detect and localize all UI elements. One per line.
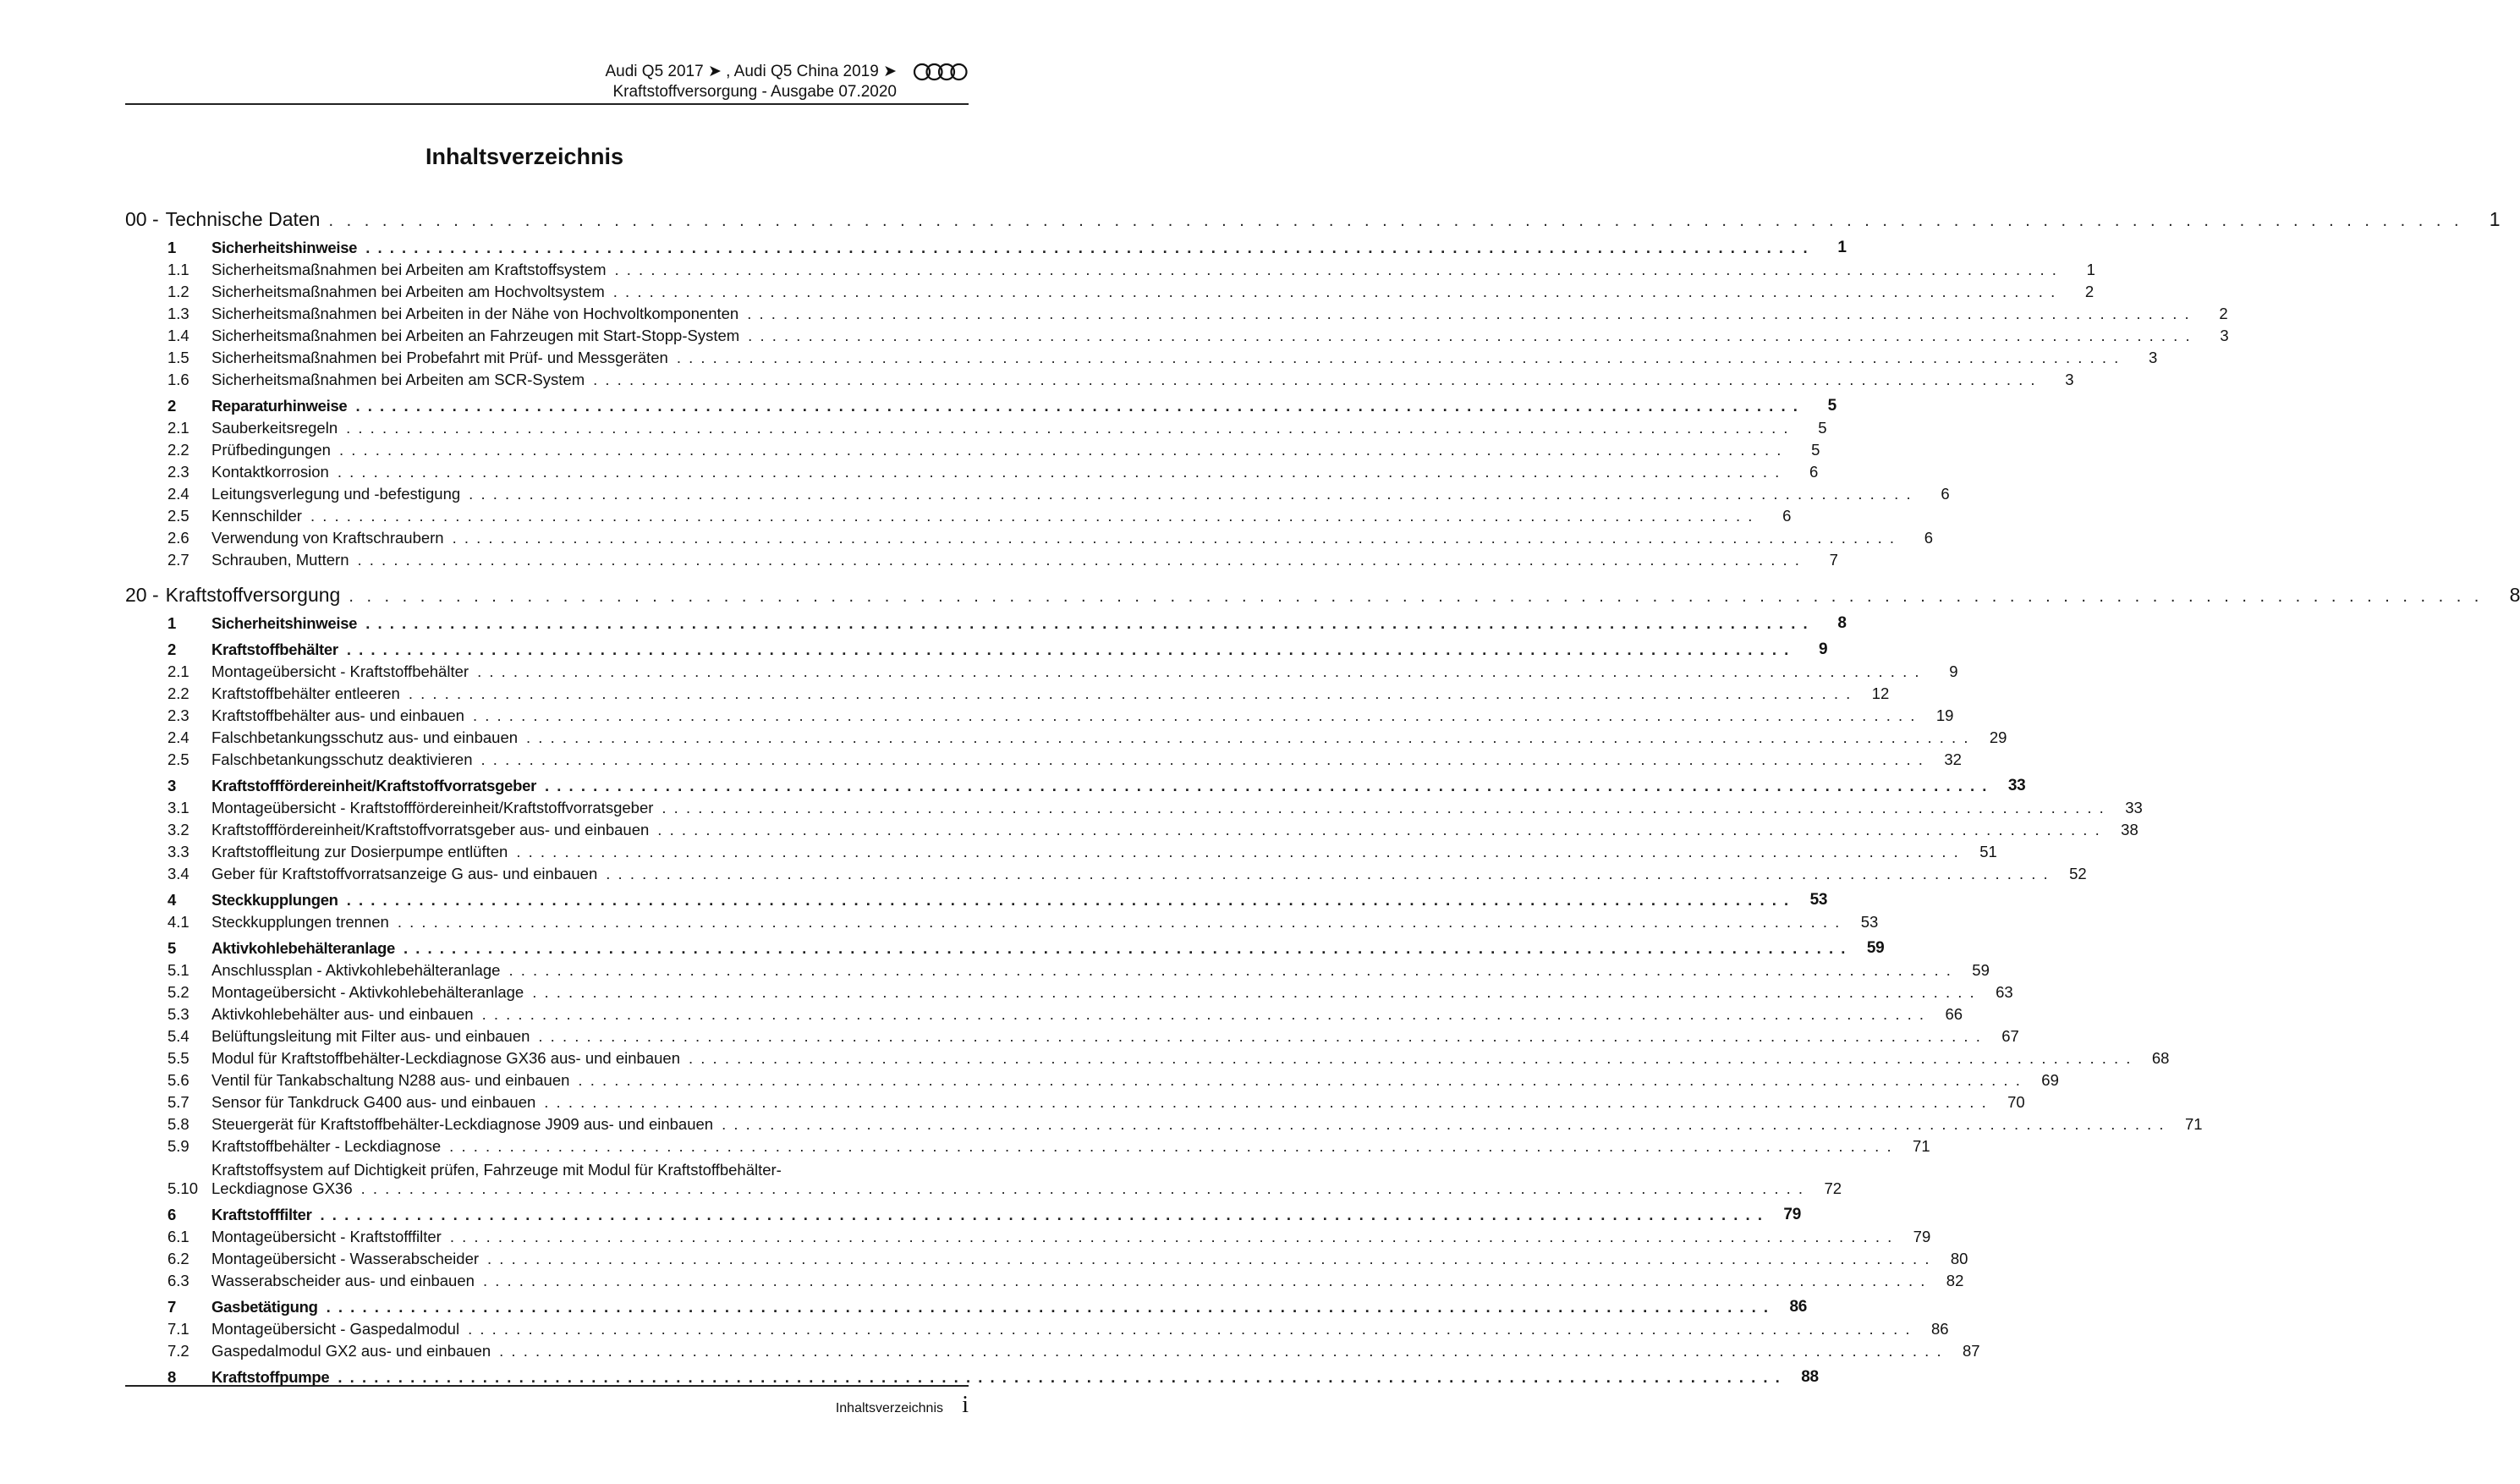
toc-leader-dots: . . . . . . . . . . . . . . . . . . . . . . . . . . . . . . . . . . . . . . . . . . . . . . . . . . . . . . . . . . . . . . . . . . . . . . . . . . . . . . . . . . . . . . . . . . . . . . . . . . . . . . . . . . . . . . . . . . . . . . . . [328, 212, 2463, 230]
toc-leader-dots: . . . . . . . . . . . . . . . . . . . . . . . . . . . . . . . . . . . . . . . . . . . . . . . . . . . . . . . . . . . . . . . . . . . . . . . . . . . . . . . . . . . . . . . . . . . . . . . . . . . . . . . . . . . . . . . . . . . . . . . . [676, 349, 2121, 366]
toc-entry-number: 6.3 [167, 1272, 189, 1289]
toc-section-entry[interactable] [125, 888, 1828, 910]
toc-subsection-entry[interactable] [125, 547, 1838, 569]
toc-entry-number: 1.1 [167, 261, 189, 278]
toc-entry-number: 5.2 [167, 983, 189, 1001]
toc-leader-dots: . . . . . . . . . . . . . . . . . . . . . . . . . . . . . . . . . . . . . . . . . . . . . . . . . . . . . . . . . . . . . . . . . . . . . . . . . . . . . . . . . . . . . . . . . . . . . . . . . . . . . . . . . . . . . . . . . . . . . . . . [338, 1368, 1782, 1386]
toc-entry-number: 5.5 [167, 1049, 189, 1067]
toc-leader-dots: . . . . . . . . . . . . . . . . . . . . . . . . . . . . . . . . . . . . . . . . . . . . . . . . . . . . . . . . . . . . . . . . . . . . . . . . . . . . . . . . . . . . . . . . . . . . . . . . . . . . . . . . . . . . . . . . . . . . . . . . [365, 239, 1809, 256]
toc-leader-dots: . . . . . . . . . . . . . . . . . . . . . . . . . . . . . . . . . . . . . . . . . . . . . . . . . . . . . . . . . . . . . . . . . . . . . . . . . . . . . . . . . . . . . . . . . . . . . . . . . . . . . . . . . . . . . . . . . . . . . . . . [593, 371, 2037, 388]
toc-entry-title: Sensor für Tankdruck G400 aus- und einbauen [211, 1093, 536, 1111]
toc-page-number: 68 [2151, 1049, 2170, 1067]
toc-leader-dots: . . . . . . . . . . . . . . . . . . . . . . . . . . . . . . . . . . . . . . . . . . . . . . . . . . . . . . . . . . . . . . . . . . . . . . . . . . . . . . . . . . . . . . . . . . . . . . . . . . . . . . . . . . . . . . . . . . . . . . . . [408, 684, 1853, 702]
toc-page-number: 33 [2007, 777, 2026, 794]
toc-leader-dots: . . . . . . . . . . . . . . . . . . . . . . . . . . . . . . . . . . . . . . . . . . . . . . . . . . . . . . . . . . . . . . . . . . . . . . . . . . . . . . . . . . . . . . . . . . . . . . . . . . . . . . . . . . . . . . . . . . . . . . . . [310, 507, 1754, 525]
toc-subsection-entry[interactable] [125, 861, 2087, 883]
toc-entry-number: 1.2 [167, 283, 189, 300]
toc-entry-title: Leitungsverlegung und -befestigung [211, 485, 461, 503]
header-vehicle-models: Audi Q5 2017 ➤ , Audi Q5 China 2019 ➤ [605, 63, 897, 80]
toc-leader-dots: . . . . . . . . . . . . . . . . . . . . . . . . . . . . . . . . . . . . . . . . . . . . . . . . . . . . . . . . . . . . . . . . . . . . . . . . . . . . . . . . . . . . . . . . . . . . . . . . . . . . . . . . . . . . . . . . . . . . . . . . [606, 865, 2050, 882]
toc-entry-title: Aktivkohlebehälter aus- und einbauen [211, 1005, 474, 1023]
toc-subsection-entry[interactable] [125, 301, 2228, 323]
toc-entry-title: Montageübersicht - Kraftstoffbehälter [211, 662, 469, 680]
toc-leader-dots: . . . . . . . . . . . . . . . . . . . . . . . . . . . . . . . . . . . . . . . . . . . . . . . . . . . . . . . . . . . . . . . . . . . . . . . . . . . . . . . . . . . . . . . . . . . . . . . . . . . . . . . . . . . . . . . . . . . . . . . . [662, 799, 2105, 816]
toc-page-number: 29 [1989, 728, 2007, 746]
toc-page-number: 5 [1827, 397, 1836, 415]
toc-page-number: 8 [2509, 584, 2520, 606]
toc-page-number: 6 [1782, 507, 1792, 525]
toc-page-number: 19 [1935, 706, 1954, 724]
toc-leader-dots: . . . . . . . . . . . . . . . . . . . . . . . . . . . . . . . . . . . . . . . . . . . . . . . . . . . . . . . . . . . . . . . . . . . . . . . . . . . . . . . . . . . . . . . . . . . . . . . . . . . . . . . . . . . . . . . . . . . . . . . . [360, 1179, 1805, 1197]
toc-page-number: 7 [1829, 551, 1838, 569]
toc-subsection-entry[interactable] [125, 345, 2158, 367]
toc-leader-dots: . . . . . . . . . . . . . . . . . . . . . . . . . . . . . . . . . . . . . . . . . . . . . . . . . . . . . . . . . . . . . . . . . . . . . . . . . . . . . . . . . . . . . . . . . . . . . . . . . . . . . . . . . . . . . . . . . . . . . . . . [508, 961, 1952, 979]
toc-entry-number: 5.7 [167, 1093, 189, 1111]
toc-entry-title: Kraftstofffilter [211, 1206, 312, 1223]
toc-subsection-entry[interactable] [125, 1090, 2025, 1112]
toc-section-entry[interactable] [125, 235, 1847, 257]
toc-leader-dots: . . . . . . . . . . . . . . . . . . . . . . . . . . . . . . . . . . . . . . . . . . . . . . . . . . . . . . . . . . . . . . . . . . . . . . . . . . . . . . . . . . . . . . . . . . . . . . . . . . . . . . . . . . . . . . . . . . . . . . . . [472, 706, 1917, 724]
toc-entry-number: 5.10 [167, 1179, 199, 1197]
toc-entry-number: 2.5 [167, 750, 189, 768]
toc-entry-number: 2 [167, 640, 176, 658]
toc-entry-title: Falschbetankungsschutz aus- und einbauen [211, 728, 519, 746]
toc-entry-number: 2.5 [167, 507, 189, 525]
toc-subsection-entry[interactable] [125, 747, 1962, 769]
toc-page-number: 3 [2065, 371, 2074, 388]
toc-entry-title: Sicherheitsmaßnahmen bei Arbeiten am SCR-System [211, 371, 585, 388]
toc-entry-number: 1.4 [167, 327, 189, 344]
toc-entry-number: 2.6 [167, 529, 189, 547]
toc-entry-number: 5.3 [167, 1005, 189, 1023]
toc-section-entry[interactable] [125, 393, 1836, 415]
toc-entry-title: Gaspedalmodul GX2 aus- und einbauen [211, 1342, 491, 1360]
toc-entry-title-continued: Leckdiagnose GX36 [211, 1179, 353, 1197]
toc-page-number: 8 [1837, 614, 1847, 632]
toc-page-number: 38 [2121, 821, 2138, 838]
toc-section-entry[interactable] [125, 1202, 1801, 1224]
toc-entry-title: Montageübersicht - Gaspedalmodul [211, 1320, 460, 1338]
toc-entry-number: 3.3 [167, 843, 189, 860]
page-header [125, 59, 969, 105]
toc-page-number: 88 [1801, 1368, 1819, 1386]
toc-entry-title: Geber für Kraftstoffvorratsanzeige G aus- und einbauen [211, 865, 598, 882]
toc-subsection-entry[interactable] [125, 1024, 2019, 1046]
toc-chapter-entry[interactable] [125, 581, 2520, 607]
toc-leader-dots: . . . . . . . . . . . . . . . . . . . . . . . . . . . . . . . . . . . . . . . . . . . . . . . . . . . . . . . . . . . . . . . . . . . . . . . . . . . . . . . . . . . . . . . . . . . . . . . . . . . . . . . . . . . . . . . . . . . . . . . . [338, 441, 1783, 459]
toc-entry-title-wrap [211, 1161, 1842, 1198]
toc-leader-dots: . . . . . . . . . . . . . . . . . . . . . . . . . . . . . . . . . . . . . . . . . . . . . . . . . . . . . . . . . . . . . . . . . . . . . . . . . . . . . . . . . . . . . . . . . . . . . . . . . . . . . . . . . . . . . . . . . . . . . . . . [449, 1137, 1893, 1155]
toc-page-number: 1 [2086, 261, 2095, 278]
toc-entry-number: 5.1 [167, 961, 189, 979]
toc-leader-dots: . . . . . . . . . . . . . . . . . . . . . . . . . . . . . . . . . . . . . . . . . . . . . . . . . . . . . . . . . . . . . . . . . . . . . . . . . . . . . . . . . . . . . . . . . . . . . . . . . . . . . . . . . . . . . . . . . . . . . . . . [722, 1115, 2166, 1133]
audi-rings-logo [913, 63, 969, 81]
toc-entry-title: Montageübersicht - Kraftstofffilter [211, 1228, 442, 1245]
toc-page-number: 12 [1871, 684, 1890, 702]
toc-page-number: 86 [1930, 1320, 1949, 1338]
toc-subsection-entry[interactable] [125, 980, 2013, 1002]
toc-leader-dots: . . . . . . . . . . . . . . . . . . . . . . . . . . . . . . . . . . . . . . . . . . . . . . . . . . . . . . . . . . . . . . . . . . . . . . . . . . . . . . . . . . . . . . . . . . . . . . . . . . . . . . . . . . . . . . . . . . . . . . . . [337, 463, 1782, 481]
toc-entry-title: Sicherheitsmaßnahmen bei Probefahrt mit Prüf- und Messgeräten [211, 349, 668, 366]
toc-entry-number: 5 [167, 939, 176, 957]
toc-entry-number: 4.1 [167, 913, 189, 931]
toc-entry-number: 2.3 [167, 706, 189, 724]
toc-entry-number: 1 [167, 239, 176, 256]
toc-entry-title: Kraftstoffpumpe [211, 1368, 330, 1386]
toc-entry-title: Belüftungsleitung mit Filter aus- und einbauen [211, 1027, 530, 1045]
toc-page-number: 3 [2148, 349, 2158, 366]
toc-leader-dots: . . . . . . . . . . . . . . . . . . . . . . . . . . . . . . . . . . . . . . . . . . . . . . . . . . . . . . . . . . . . . . . . . . . . . . . . . . . . . . . . . . . . . . . . . . . . . . . . . . . . . . . . . . . . . . . . . . . . . . . . [452, 529, 1897, 547]
toc-page-number: 72 [1824, 1179, 1842, 1197]
toc-entry-number: 2.2 [167, 684, 189, 702]
toc-leader-dots: . . . . . . . . . . . . . . . . . . . . . . . . . . . . . . . . . . . . . . . . . . . . . . . . . . . . . . . . . . . . . . . . . . . . . . . . . . . . . . . . . . . . . . . . . . . . . . . . . . . . . . . . . . . . . . . . . . . . . . . . [346, 891, 1791, 909]
toc-leader-dots: . . . . . . . . . . . . . . . . . . . . . . . . . . . . . . . . . . . . . . . . . . . . . . . . . . . . . . . . . . . . . . . . . . . . . . . . . . . . . . . . . . . . . . . . . . . . . . . . . . . . . . . . . . . . . . . . . . . . . . . . [526, 728, 1970, 746]
toc-entry-number: 2.1 [167, 419, 189, 437]
toc-page-number: 86 [1789, 1298, 1808, 1316]
toc-subsection-entry[interactable] [125, 1002, 1963, 1024]
toc-page-number: 1 [1837, 239, 1847, 256]
toc-page-number: 71 [2184, 1115, 2203, 1133]
toc-subsection-entry[interactable] [125, 503, 1792, 525]
toc-entry-title: Kennschilder [211, 507, 302, 525]
toc-page-number: 71 [1913, 1137, 1930, 1155]
toc-section-entry[interactable] [125, 611, 1847, 633]
toc-leader-dots: . . . . . . . . . . . . . . . . . . . . . . . . . . . . . . . . . . . . . . . . . . . . . . . . . . . . . . . . . . . . . . . . . . . . . . . . . . . . . . . . . . . . . . . . . . . . . . . . . . . . . . . . . . . . . . . . . . . . . . . . [748, 327, 2192, 344]
toc-page-number: 79 [1913, 1228, 1931, 1245]
toc-section-entry[interactable] [125, 637, 1828, 659]
toc-entry-number: 5.9 [167, 1137, 189, 1155]
toc-subsection-entry[interactable] [125, 367, 2074, 389]
toc-entry-number: 3.2 [167, 821, 189, 838]
toc-entry-number: 8 [167, 1368, 176, 1386]
toc-entry-number: 2 [167, 397, 176, 415]
toc-leader-dots: . . . . . . . . . . . . . . . . . . . . . . . . . . . . . . . . . . . . . . . . . . . . . . . . . . . . . . . . . . . . . . . . . . . . . . . . . . . . . . . . . . . . . . . . . . . . . . . . . . . . . . . . . . . . . . . . . . . . . . . . [349, 587, 2484, 606]
toc-page-number: 2 [2084, 283, 2095, 300]
toc-entry-number: 2.4 [167, 728, 189, 746]
toc-entry-number: 3.4 [167, 865, 189, 882]
toc-leader-dots: . . . . . . . . . . . . . . . . . . . . . . . . . . . . . . . . . . . . . . . . . . . . . . . . . . . . . . . . . . . . . . . . . . . . . . . . . . . . . . . . . . . . . . . . . . . . . . . . . . . . . . . . . . . . . . . . . . . . . . . . [612, 283, 2057, 300]
toc-leader-dots: . . . . . . . . . . . . . . . . . . . . . . . . . . . . . . . . . . . . . . . . . . . . . . . . . . . . . . . . . . . . . . . . . . . . . . . . . . . . . . . . . . . . . . . . . . . . . . . . . . . . . . . . . . . . . . . . . . . . . . . . [326, 1298, 1771, 1316]
toc-leader-dots: . . . . . . . . . . . . . . . . . . . . . . . . . . . . . . . . . . . . . . . . . . . . . . . . . . . . . . . . . . . . . . . . . . . . . . . . . . . . . . . . . . . . . . . . . . . . . . . . . . . . . . . . . . . . . . . . . . . . . . . . [544, 1093, 1988, 1111]
toc-leader-dots: . . . . . . . . . . . . . . . . . . . . . . . . . . . . . . . . . . . . . . . . . . . . . . . . . . . . . . . . . . . . . . . . . . . . . . . . . . . . . . . . . . . . . . . . . . . . . . . . . . . . . . . . . . . . . . . . . . . . . . . . [346, 640, 1791, 658]
toc-entry-number: 3.1 [167, 799, 189, 816]
toc-entry-title: Prüfbedingungen [211, 441, 331, 459]
toc-subsection-entry[interactable] [125, 1134, 1930, 1156]
toc-subsection-entry[interactable] [125, 279, 2095, 301]
toc-entry-title: Ventil für Tankabschaltung N288 aus- und einbauen [211, 1071, 570, 1089]
toc-entry-number: 7 [167, 1298, 176, 1316]
toc-entry-title: Sauberkeitsregeln [211, 419, 338, 437]
toc-page-number: 6 [1941, 485, 1950, 503]
toc-leader-dots: . . . . . . . . . . . . . . . . . . . . . . . . . . . . . . . . . . . . . . . . . . . . . . . . . . . . . . . . . . . . . . . . . . . . . . . . . . . . . . . . . . . . . . . . . . . . . . . . . . . . . . . . . . . . . . . . . . . . . . . . [487, 1250, 1931, 1267]
toc-leader-dots: . . . . . . . . . . . . . . . . . . . . . . . . . . . . . . . . . . . . . . . . . . . . . . . . . . . . . . . . . . . . . . . . . . . . . . . . . . . . . . . . . . . . . . . . . . . . . . . . . . . . . . . . . . . . . . . . . . . . . . . . [482, 1272, 1927, 1289]
toc-leader-dots: . . . . . . . . . . . . . . . . . . . . . . . . . . . . . . . . . . . . . . . . . . . . . . . . . . . . . . . . . . . . . . . . . . . . . . . . . . . . . . . . . . . . . . . . . . . . . . . . . . . . . . . . . . . . . . . . . . . . . . . . [355, 397, 1799, 415]
toc-entry-title: Steckkupplungen trennen [211, 913, 389, 931]
toc-leader-dots: . . . . . . . . . . . . . . . . . . . . . . . . . . . . . . . . . . . . . . . . . . . . . . . . . . . . . . . . . . . . . . . . . . . . . . . . . . . . . . . . . . . . . . . . . . . . . . . . . . . . . . . . . . . . . . . . . . . . . . . . [499, 1342, 1943, 1360]
toc-subsection-entry[interactable] [125, 1268, 1964, 1290]
toc-chapter-entry[interactable] [125, 206, 2501, 231]
toc-subsection-entry[interactable] [125, 1157, 1842, 1198]
page-footer [125, 1385, 969, 1421]
toc-entry-title: Sicherheitsmaßnahmen bei Arbeiten am Kraftstoffsystem [211, 261, 607, 278]
toc-page-number: 59 [1866, 939, 1885, 957]
toc-entry-number: 1.3 [167, 305, 189, 322]
toc-leader-dots: . . . . . . . . . . . . . . . . . . . . . . . . . . . . . . . . . . . . . . . . . . . . . . . . . . . . . . . . . . . . . . . . . . . . . . . . . . . . . . . . . . . . . . . . . . . . . . . . . . . . . . . . . . . . . . . . . . . . . . . . [480, 750, 1924, 768]
toc-subsection-entry[interactable] [125, 703, 1954, 725]
toc-entry-number: 2.2 [167, 441, 189, 459]
toc-page-number: 51 [1979, 843, 1997, 860]
toc-entry-title: Steckkupplungen [211, 891, 338, 909]
toc-page-number: 69 [2041, 1071, 2059, 1089]
toc-leader-dots: . . . . . . . . . . . . . . . . . . . . . . . . . . . . . . . . . . . . . . . . . . . . . . . . . . . . . . . . . . . . . . . . . . . . . . . . . . . . . . . . . . . . . . . . . . . . . . . . . . . . . . . . . . . . . . . . . . . . . . . . [538, 1027, 1982, 1045]
toc-entry-title: Sicherheitsmaßnahmen bei Arbeiten am Hochvoltsystem [211, 283, 605, 300]
toc-page-number: 53 [1860, 913, 1879, 931]
toc-page-number: 70 [2007, 1093, 2025, 1111]
toc-entry-title: Kraftstoffbehälter entleeren [211, 684, 400, 702]
toc-entry-number: 6.1 [167, 1228, 189, 1245]
toc-page-number: 87 [1963, 1342, 1980, 1360]
toc-page-number: 3 [2220, 327, 2229, 344]
toc-entry-number: 1.5 [167, 349, 189, 366]
toc-entry-title: Montageübersicht - Aktivkohlebehälteranlage [211, 983, 524, 1001]
toc-subsection-entry[interactable] [125, 415, 1827, 437]
toc-entry-title-line2 [211, 1179, 1842, 1198]
toc-entry-number: 7.1 [167, 1320, 189, 1338]
toc-subsection-entry[interactable] [125, 525, 1934, 547]
table-of-contents [125, 206, 2520, 1387]
toc-subsection-entry[interactable] [125, 659, 1958, 681]
toc-entry-number: 2.1 [167, 662, 189, 680]
toc-entry-title: Aktivkohlebehälteranlage [211, 939, 395, 957]
toc-leader-dots: . . . . . . . . . . . . . . . . . . . . . . . . . . . . . . . . . . . . . . . . . . . . . . . . . . . . . . . . . . . . . . . . . . . . . . . . . . . . . . . . . . . . . . . . . . . . . . . . . . . . . . . . . . . . . . . . . . . . . . . . [477, 662, 1921, 680]
toc-subsection-entry[interactable] [125, 257, 2095, 279]
toc-page-number: 6 [1924, 529, 1934, 547]
toc-page-number: 9 [1949, 662, 1958, 680]
toc-section-entry[interactable] [125, 1365, 1819, 1387]
page-title: Inhaltsverzeichnis [425, 144, 624, 169]
toc-section-entry[interactable] [125, 936, 1885, 958]
toc-entry-title: Kraftstoffleitung zur Dosierpumpe entlüften [211, 843, 508, 860]
toc-entry-title: Kraftstofffördereinheit/Kraftstoffvorratsgeber [211, 777, 536, 794]
toc-entry-title: Montageübersicht - Wasserabscheider [211, 1250, 480, 1267]
toc-entry-number: 2.4 [167, 485, 189, 503]
toc-entry-number: 2.3 [167, 463, 189, 481]
toc-entry-title: Schrauben, Muttern [211, 551, 349, 569]
toc-page-number: 66 [1945, 1005, 1963, 1023]
toc-subsection-entry[interactable] [125, 437, 1820, 459]
toc-subsection-entry[interactable] [125, 323, 2229, 345]
toc-leader-dots: . . . . . . . . . . . . . . . . . . . . . . . . . . . . . . . . . . . . . . . . . . . . . . . . . . . . . . . . . . . . . . . . . . . . . . . . . . . . . . . . . . . . . . . . . . . . . . . . . . . . . . . . . . . . . . . . . . . . . . . . [469, 485, 1913, 503]
toc-page-number: 2 [2219, 305, 2228, 322]
toc-leader-dots: . . . . . . . . . . . . . . . . . . . . . . . . . . . . . . . . . . . . . . . . . . . . . . . . . . . . . . . . . . . . . . . . . . . . . . . . . . . . . . . . . . . . . . . . . . . . . . . . . . . . . . . . . . . . . . . . . . . . . . . . [403, 939, 1847, 957]
toc-subsection-entry[interactable] [125, 1046, 2170, 1068]
toc-leader-dots: . . . . . . . . . . . . . . . . . . . . . . . . . . . . . . . . . . . . . . . . . . . . . . . . . . . . . . . . . . . . . . . . . . . . . . . . . . . . . . . . . . . . . . . . . . . . . . . . . . . . . . . . . . . . . . . . . . . . . . . . [481, 1005, 1926, 1023]
toc-subsection-entry[interactable] [125, 1338, 1980, 1360]
toc-leader-dots: . . . . . . . . . . . . . . . . . . . . . . . . . . . . . . . . . . . . . . . . . . . . . . . . . . . . . . . . . . . . . . . . . . . . . . . . . . . . . . . . . . . . . . . . . . . . . . . . . . . . . . . . . . . . . . . . . . . . . . . . [657, 821, 2101, 838]
toc-entry-title: Montageübersicht - Kraftstofffördereinheit/Kraftstoffvorratsgeber [211, 799, 654, 816]
toc-entry-title: Verwendung von Kraftschraubern [211, 529, 444, 547]
toc-leader-dots: . . . . . . . . . . . . . . . . . . . . . . . . . . . . . . . . . . . . . . . . . . . . . . . . . . . . . . . . . . . . . . . . . . . . . . . . . . . . . . . . . . . . . . . . . . . . . . . . . . . . . . . . . . . . . . . . . . . . . . . . [532, 983, 1976, 1001]
toc-page-number: 32 [1944, 750, 1962, 768]
toc-subsection-entry[interactable] [125, 459, 1819, 481]
toc-entry-title: Sicherheitsmaßnahmen bei Arbeiten in der Nähe von Hochvoltkomponenten [211, 305, 739, 322]
toc-leader-dots: . . . . . . . . . . . . . . . . . . . . . . . . . . . . . . . . . . . . . . . . . . . . . . . . . . . . . . . . . . . . . . . . . . . . . . . . . . . . . . . . . . . . . . . . . . . . . . . . . . . . . . . . . . . . . . . . . . . . . . . . [320, 1206, 1764, 1223]
toc-page-number: 6 [1809, 463, 1819, 481]
toc-entry-title: Kontaktkorrosion [211, 463, 329, 481]
toc-entry-number: 7.2 [167, 1342, 189, 1360]
toc-entry-title: Modul für Kraftstoffbehälter-Leckdiagnose GX36 aus- und einbauen [211, 1049, 680, 1067]
toc-subsection-entry[interactable] [125, 1246, 1968, 1268]
toc-leader-dots: . . . . . . . . . . . . . . . . . . . . . . . . . . . . . . . . . . . . . . . . . . . . . . . . . . . . . . . . . . . . . . . . . . . . . . . . . . . . . . . . . . . . . . . . . . . . . . . . . . . . . . . . . . . . . . . . . . . . . . . . [689, 1049, 2133, 1067]
toc-entry-number: 2.7 [167, 551, 189, 569]
toc-entry-title: Sicherheitshinweise [211, 614, 358, 632]
toc-page-number: 67 [2001, 1027, 2019, 1045]
toc-leader-dots: . . . . . . . . . . . . . . . . . . . . . . . . . . . . . . . . . . . . . . . . . . . . . . . . . . . . . . . . . . . . . . . . . . . . . . . . . . . . . . . . . . . . . . . . . . . . . . . . . . . . . . . . . . . . . . . . . . . . . . . . [747, 305, 2191, 322]
toc-subsection-entry[interactable] [125, 681, 1890, 703]
toc-entry-number: 6.2 [167, 1250, 189, 1267]
toc-page-number: 80 [1950, 1250, 1968, 1267]
toc-subsection-entry[interactable] [125, 725, 2007, 747]
toc-entry-number: 3 [167, 777, 176, 794]
toc-leader-dots: . . . . . . . . . . . . . . . . . . . . . . . . . . . . . . . . . . . . . . . . . . . . . . . . . . . . . . . . . . . . . . . . . . . . . . . . . . . . . . . . . . . . . . . . . . . . . . . . . . . . . . . . . . . . . . . . . . . . . . . . [545, 777, 1989, 794]
toc-entry-title: Reparaturhinweise [211, 397, 348, 415]
toc-entry-title: Kraftstoffbehälter aus- und einbauen [211, 706, 464, 724]
toc-chapter-title: Technische Daten [165, 208, 321, 230]
toc-page-number: 5 [1818, 419, 1827, 437]
toc-leader-dots: . . . . . . . . . . . . . . . . . . . . . . . . . . . . . . . . . . . . . . . . . . . . . . . . . . . . . . . . . . . . . . . . . . . . . . . . . . . . . . . . . . . . . . . . . . . . . . . . . . . . . . . . . . . . . . . . . . . . . . . . [346, 419, 1790, 437]
toc-subsection-entry[interactable] [125, 910, 1879, 932]
toc-entry-number: 1.6 [167, 371, 189, 388]
toc-page-number: 59 [1972, 961, 1990, 979]
toc-leader-dots: . . . . . . . . . . . . . . . . . . . . . . . . . . . . . . . . . . . . . . . . . . . . . . . . . . . . . . . . . . . . . . . . . . . . . . . . . . . . . . . . . . . . . . . . . . . . . . . . . . . . . . . . . . . . . . . . . . . . . . . . [449, 1228, 1894, 1245]
footer-section-label: Inhaltsverzeichnis [835, 1401, 943, 1415]
toc-page-number: 33 [2125, 799, 2143, 816]
toc-subsection-entry[interactable] [125, 1112, 2203, 1134]
toc-page-number: 1 [2489, 208, 2501, 230]
toc-leader-dots: . . . . . . . . . . . . . . . . . . . . . . . . . . . . . . . . . . . . . . . . . . . . . . . . . . . . . . . . . . . . . . . . . . . . . . . . . . . . . . . . . . . . . . . . . . . . . . . . . . . . . . . . . . . . . . . . . . . . . . . . [365, 614, 1809, 632]
toc-leader-dots: . . . . . . . . . . . . . . . . . . . . . . . . . . . . . . . . . . . . . . . . . . . . . . . . . . . . . . . . . . . . . . . . . . . . . . . . . . . . . . . . . . . . . . . . . . . . . . . . . . . . . . . . . . . . . . . . . . . . . . . . [614, 261, 2058, 278]
toc-entry-title: Anschlussplan - Aktivkohlebehälteranlage [211, 961, 501, 979]
toc-chapter-number: 20 - [125, 584, 159, 606]
toc-entry-title: Kraftstoffbehälter [211, 640, 338, 658]
toc-entry-title: Wasserabscheider aus- und einbauen [211, 1272, 475, 1289]
toc-entry-title: Gasbetätigung [211, 1298, 318, 1316]
toc-subsection-entry[interactable] [125, 958, 1990, 980]
toc-subsection-entry[interactable] [125, 481, 1950, 503]
toc-section-entry[interactable] [125, 773, 2026, 795]
toc-entry-number: 5.6 [167, 1071, 189, 1089]
toc-entry-number: 1 [167, 614, 176, 632]
toc-subsection-entry[interactable] [125, 1316, 1949, 1338]
footer-page-number: i [962, 1392, 969, 1418]
header-manual-edition: Kraftstoffversorgung - Ausgabe 07.2020 [612, 83, 897, 101]
toc-subsection-entry[interactable] [125, 839, 1997, 861]
toc-subsection-entry[interactable] [125, 1068, 2059, 1090]
toc-entry-title: Sicherheitsmaßnahmen bei Arbeiten an Fahrzeugen mit Start-Stopp-System [211, 327, 740, 344]
toc-page-number: 82 [1946, 1272, 1964, 1289]
toc-chapter-title: Kraftstoffversorgung [165, 584, 341, 606]
toc-entry-title: Falschbetankungsschutz deaktivieren [211, 750, 473, 768]
toc-subsection-entry[interactable] [125, 1224, 1931, 1246]
toc-page-number: 52 [2069, 865, 2087, 882]
toc-entry-number: 6 [167, 1206, 176, 1223]
toc-entry-title: Steuergerät für Kraftstoffbehälter-Leckdiagnose J909 aus- und einbauen [211, 1115, 714, 1133]
toc-entry-title: Sicherheitshinweise [211, 239, 358, 256]
toc-page-number: 5 [1811, 441, 1820, 459]
toc-entry-title: Kraftstofffördereinheit/Kraftstoffvorratsgeber aus- und einbauen [211, 821, 650, 838]
toc-section-entry[interactable] [125, 1294, 1808, 1316]
toc-page-number: 79 [1783, 1206, 1801, 1223]
toc-entry-title: Kraftstoffbehälter - Leckdiagnose [211, 1137, 442, 1155]
toc-entry-number: 5.4 [167, 1027, 189, 1045]
toc-leader-dots: . . . . . . . . . . . . . . . . . . . . . . . . . . . . . . . . . . . . . . . . . . . . . . . . . . . . . . . . . . . . . . . . . . . . . . . . . . . . . . . . . . . . . . . . . . . . . . . . . . . . . . . . . . . . . . . . . . . . . . . . [468, 1320, 1912, 1338]
toc-chapter-number: 00 - [125, 208, 159, 230]
toc-entry-title: Kraftstoffsystem auf Dichtigkeit prüfen, Fahrzeuge mit Modul für Kraftstoffbehälter- [211, 1161, 782, 1179]
toc-leader-dots: . . . . . . . . . . . . . . . . . . . . . . . . . . . . . . . . . . . . . . . . . . . . . . . . . . . . . . . . . . . . . . . . . . . . . . . . . . . . . . . . . . . . . . . . . . . . . . . . . . . . . . . . . . . . . . . . . . . . . . . . [516, 843, 1960, 860]
toc-subsection-entry[interactable] [125, 795, 2143, 817]
toc-leader-dots: . . . . . . . . . . . . . . . . . . . . . . . . . . . . . . . . . . . . . . . . . . . . . . . . . . . . . . . . . . . . . . . . . . . . . . . . . . . . . . . . . . . . . . . . . . . . . . . . . . . . . . . . . . . . . . . . . . . . . . . . [357, 551, 1801, 569]
toc-page-number: 53 [1809, 891, 1828, 909]
toc-page-number: 9 [1818, 640, 1828, 658]
toc-subsection-entry[interactable] [125, 817, 2138, 839]
toc-entry-number: 4 [167, 891, 176, 909]
toc-page-number: 63 [1996, 983, 2013, 1001]
toc-leader-dots: . . . . . . . . . . . . . . . . . . . . . . . . . . . . . . . . . . . . . . . . . . . . . . . . . . . . . . . . . . . . . . . . . . . . . . . . . . . . . . . . . . . . . . . . . . . . . . . . . . . . . . . . . . . . . . . . . . . . . . . . [397, 913, 1842, 931]
toc-entry-number: 5.8 [167, 1115, 189, 1133]
toc-leader-dots: . . . . . . . . . . . . . . . . . . . . . . . . . . . . . . . . . . . . . . . . . . . . . . . . . . . . . . . . . . . . . . . . . . . . . . . . . . . . . . . . . . . . . . . . . . . . . . . . . . . . . . . . . . . . . . . . . . . . . . . . [578, 1071, 2022, 1089]
